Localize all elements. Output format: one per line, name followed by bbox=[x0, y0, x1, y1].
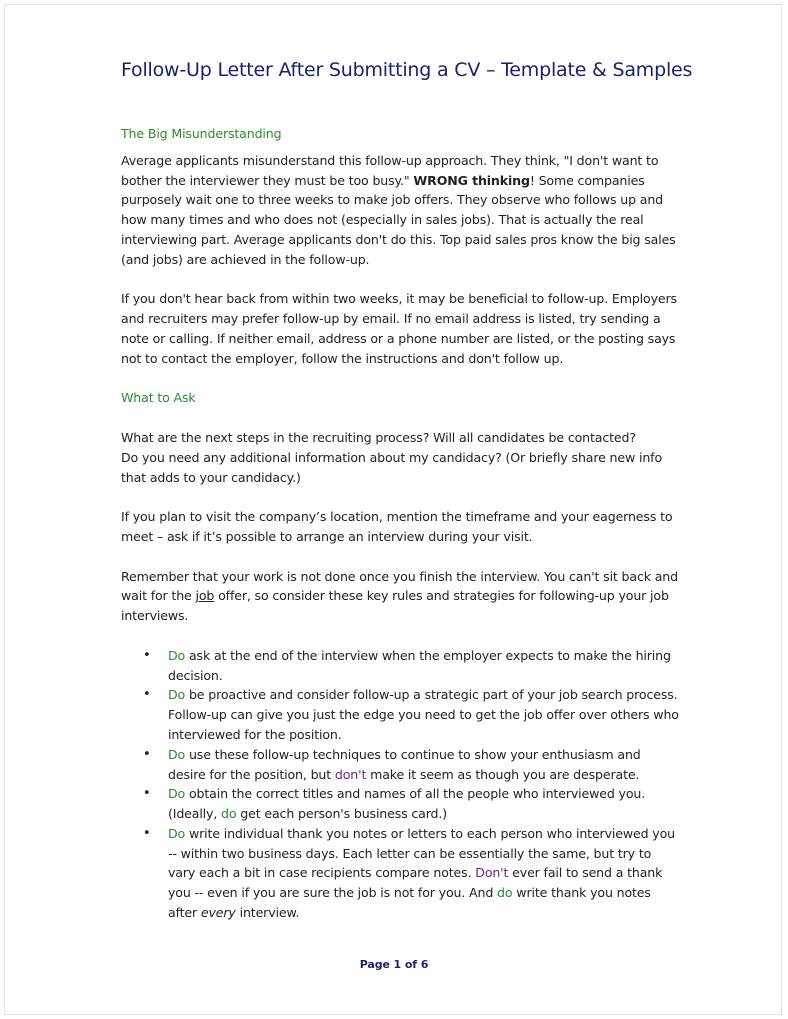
do-keyword: Do bbox=[168, 687, 186, 703]
list-item-text: be proactive and consider follow-up a strategic part of your job search process. Follow-up can give you just the edge you need to get the job offer over others who interviewed for the position. bbox=[168, 687, 679, 742]
question-line: What are the next steps in the recruiting process? Will all candidates be contacted? bbox=[121, 429, 636, 445]
do-keyword: Do bbox=[168, 825, 186, 841]
page-content bbox=[121, 56, 693, 923]
paragraph-visit: If you plan to visit the company’s location, mention the timeframe and your eagerness to meet – ask if it’s possible to arrange an interview during your visit. bbox=[121, 509, 673, 544]
bullet-icon: • bbox=[143, 647, 151, 663]
do-keyword: Do bbox=[168, 746, 186, 762]
list-item-text: interview. bbox=[235, 905, 300, 921]
list-item-text: make it seem as though you are desperate. bbox=[366, 766, 640, 782]
paragraph-remember bbox=[121, 567, 681, 626]
list-item bbox=[121, 824, 681, 923]
do-keyword: Do bbox=[168, 786, 186, 802]
dont-keyword: don't bbox=[334, 766, 367, 782]
question-line: Do you need any additional information about my candidacy? (Or briefly share new info that adds to your candidacy.) bbox=[121, 449, 663, 485]
bullet-icon: • bbox=[143, 746, 151, 762]
do-keyword: do bbox=[221, 806, 237, 822]
list-item-text: obtain the correct titles and names of all the people who interviewed you. (Ideally, bbox=[168, 786, 646, 822]
list-item-text: get each person's business card.) bbox=[236, 806, 448, 822]
paragraph-text: Remember that your work is not done once you finish the interview. You can't sit back and wait for the bbox=[121, 568, 678, 604]
bullet-icon: • bbox=[143, 786, 151, 802]
list-item bbox=[121, 646, 681, 686]
paragraph-text: Average applicants misunderstand this follow-up approach. They think, "I don't want to bother the interviewer they must be too busy." bbox=[121, 152, 659, 188]
paragraph-questions bbox=[121, 428, 681, 487]
document-page bbox=[4, 4, 782, 1015]
dont-keyword: Don't bbox=[475, 865, 509, 881]
wrong-thinking-emphasis: WRONG thinking bbox=[413, 172, 530, 188]
bullet-icon: • bbox=[143, 825, 151, 841]
paragraph-misunderstanding bbox=[121, 151, 681, 270]
bullet-icon: • bbox=[143, 687, 151, 703]
list-item-text: write thank you notes after bbox=[168, 885, 651, 921]
list-item-text: ever fail to send a thank you -- even if you are sure the job is not for you. And bbox=[168, 865, 663, 901]
list-item bbox=[121, 685, 681, 744]
list-item-text: use these follow-up techniques to continue to show your enthusiasm and desire for the position, but bbox=[168, 746, 641, 782]
do-keyword: do bbox=[497, 885, 513, 901]
do-keyword: Do bbox=[168, 647, 186, 663]
paragraph-two-weeks: If you don't hear back from within two weeks, it may be beneficial to follow-up. Employers and recruiters may prefer follow-up by email. If no email address is listed, try sending a note or calling. If neither email, address or a phone number are listed, or the posting says not to contact the employer, follow the instructions and don't follow up. bbox=[121, 291, 677, 366]
list-item bbox=[121, 784, 681, 824]
paragraph-text: ! Some companies purposely wait one to three weeks to make job offers. They observe who follows up and how many times and who does not (especially in sales jobs). That is actually the real interviewing part. Average applicants don't do this. Top paid sales pros know the big sales (and jobs) are achieved in the follow-up. bbox=[121, 172, 676, 267]
document-title: Follow-Up Letter After Submitting a CV – Template & Samples bbox=[121, 59, 693, 81]
page-number-footer: Page 1 of 6 bbox=[359, 958, 429, 971]
section-heading-what-to-ask: What to Ask bbox=[121, 390, 196, 406]
rules-list bbox=[121, 646, 681, 923]
job-link[interactable]: job bbox=[195, 588, 215, 604]
list-item bbox=[121, 745, 681, 785]
paragraph-text: offer, so consider these key rules and strategies for following-up your job interviews. bbox=[121, 588, 669, 624]
list-item-text: ask at the end of the interview when the employer expects to make the hiring decision. bbox=[168, 647, 671, 683]
section-heading-big-misunderstanding: The Big Misunderstanding bbox=[121, 126, 282, 141]
every-emphasis: every bbox=[200, 905, 236, 921]
list-item-text: write individual thank you notes or letters to each person who interviewed you -- within two business days. Each letter can be essentially the same, but try to vary each a bit in case recipients compare notes. bbox=[168, 825, 675, 881]
